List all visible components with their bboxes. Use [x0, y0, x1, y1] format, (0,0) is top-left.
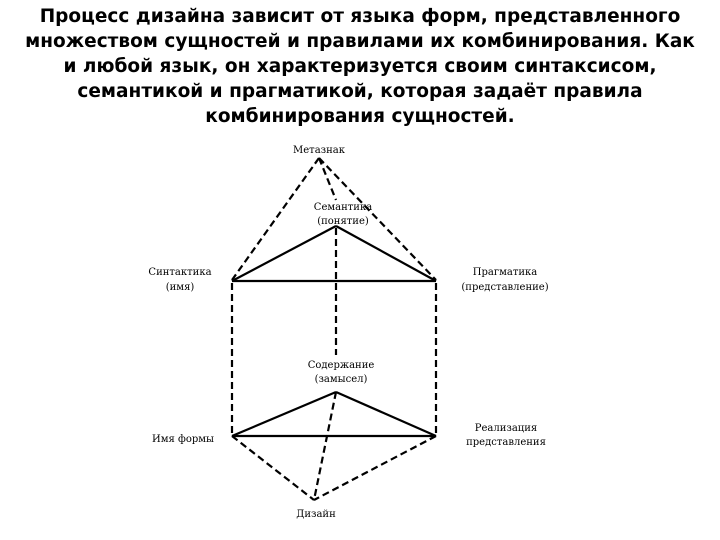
node-content-line1: Содержание	[307, 360, 375, 371]
heading-line-2: множеством сущностей и правилами их комбинирования. Как	[25, 31, 695, 52]
node-form-name: Имя формы	[152, 434, 214, 445]
node-realization-line1: Реализация	[474, 423, 538, 434]
node-syntactics-line2: (имя)	[165, 282, 195, 293]
node-pragmatics-line2: (представление)	[461, 282, 549, 293]
heading-line-1: Процесс дизайна зависит от языка форм, представленного	[39, 6, 681, 27]
node-syntactics-line1: Синтактика	[148, 267, 212, 278]
node-realization-line2: представления	[466, 437, 546, 448]
edge-semantics-pragmatics	[336, 226, 436, 281]
edge-content-formname	[232, 392, 336, 436]
node-semantics-line2: (понятие)	[317, 216, 369, 227]
edge-metasign-syntactics	[232, 158, 319, 280]
node-semantics-line1: Семантика	[313, 202, 373, 213]
edge-metasign-semantics	[319, 158, 336, 200]
node-design: Дизайн	[296, 509, 336, 520]
edge-formname-design	[232, 436, 314, 500]
heading-line-4: семантикой и прагматикой, которая задаёт правила	[77, 81, 643, 102]
heading-line-3: и любой язык, он характеризуется своим синтаксисом,	[63, 56, 657, 77]
edge-content-realization	[336, 392, 436, 436]
edge-content-design	[314, 392, 336, 500]
heading-line-5: комбинирования сущностей.	[205, 106, 515, 127]
node-content-line2: (замысел)	[314, 374, 368, 385]
edge-realization-design	[314, 436, 436, 500]
node-pragmatics-line1: Прагматика	[472, 267, 538, 278]
edge-semantics-syntactics	[232, 226, 336, 281]
node-metasign: Метазнак	[293, 145, 345, 156]
